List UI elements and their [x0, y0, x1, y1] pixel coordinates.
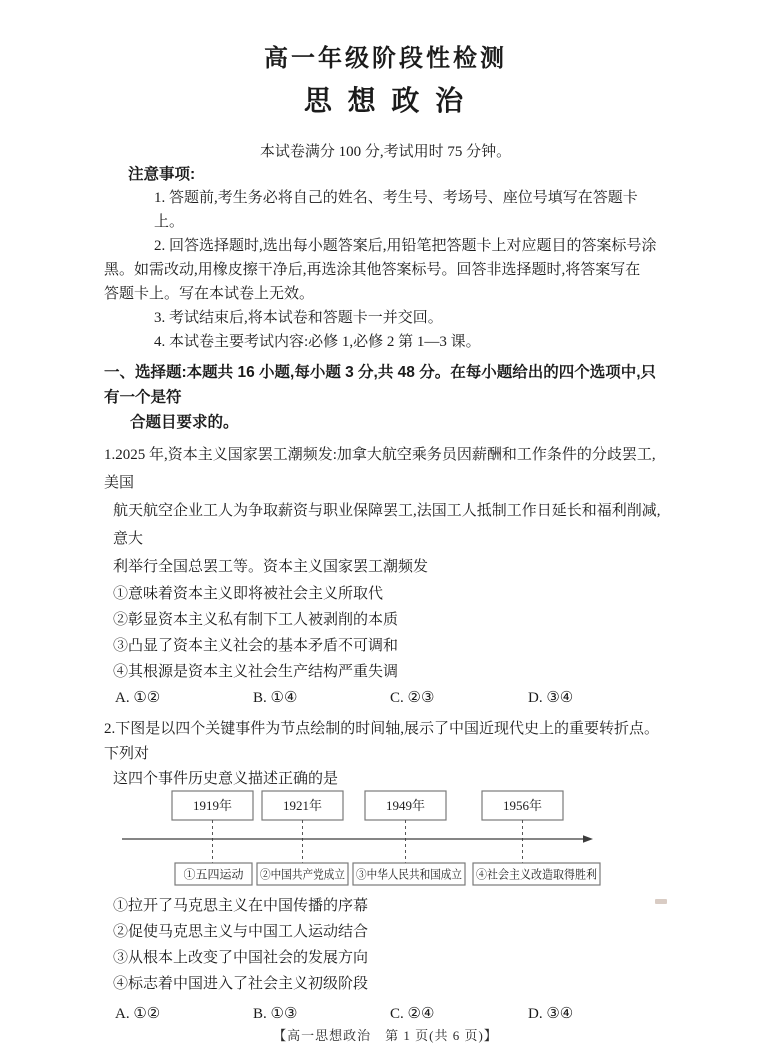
timeline-year-2: 1921年 — [282, 798, 323, 813]
question-1-option-3: ③凸显了资本主义社会的基本矛盾不可调和 — [113, 638, 399, 654]
page-title: 高一年级阶段性检测 — [264, 45, 507, 72]
timeline-year-boxes — [172, 791, 563, 820]
notice-line-1: 1. 答题前,考生务必将自己的姓名、考生号、考场号、座位号填写在答题卡上。 — [154, 190, 638, 230]
timeline-year-1: 1919年 — [192, 798, 233, 813]
question-2-line-1: 2.下图是以四个关键事件为节点绘制的时间轴,展示了中国近现代史上的重要转折点。下列对 — [104, 721, 660, 762]
question-1-line-3: 利举行全国总罢工等。资本主义国家罢工潮频发 — [113, 559, 429, 575]
timeline-event-4: ④社会主义改造取得胜利 — [476, 867, 609, 882]
question-2-option-1: ①拉开了马克思主义在中国传播的序幕 — [113, 898, 369, 914]
question-1-choice-a: A. ①② — [115, 690, 161, 706]
timeline-event-boxes — [175, 863, 609, 885]
question-1-choice-c: C. ②③ — [390, 690, 435, 706]
question-1-option-1: ①意味着资本主义即将被社会主义所取代 — [113, 586, 384, 602]
notice-line-2: 2. 回答选择题时,选出每小题答案后,用铅笔把答题卡上对应题目的答案标号涂 — [154, 238, 657, 254]
section-one-heading — [104, 360, 667, 435]
question-2-choice-d: D. ③④ — [528, 1006, 574, 1022]
page-footer: 【高一思想政治 第 1 页(共 6 页)】 — [273, 1028, 498, 1043]
exam-meta-line: 本试卷满分 100 分,考试用时 75 分钟。 — [259, 144, 512, 160]
section-heading-line-1: 一、选择题:本题共 16 小题,每小题 3 分,共 48 分。在每小题给出的四个选项中,只有一个是符 — [104, 364, 657, 406]
question-1-option-4: ④其根源是资本主义社会生产结构严重失调 — [113, 664, 399, 680]
question-2-choice-c: C. ②④ — [390, 1006, 435, 1022]
question-2-choice-a: A. ①② — [115, 1006, 161, 1022]
timeline-year-4: 1956年 — [502, 798, 543, 813]
question-1-choices — [104, 685, 667, 711]
section-heading-line-2: 合题目要求的。 — [130, 414, 239, 431]
question-2-option-2: ②促使马克思主义与中国工人运动结合 — [113, 924, 369, 940]
timeline-event-2: ②中国共产党成立 — [260, 867, 357, 882]
question-1-line-1: 1.2025 年,资本主义国家罢工潮频发:加拿大航空乘务员因薪酬和工作条件的分歧罢工,美国 — [104, 447, 656, 491]
notice-line-2-cont: 黑。如需改动,用橡皮擦干净后,再选涂其他答案标号。回答非选择题时,将答案写在 — [104, 262, 641, 278]
timeline-year-3: 1949年 — [385, 798, 426, 813]
notice-line-4: 4. 本试卷主要考试内容:必修 1,必修 2 第 1—3 课。 — [154, 334, 481, 350]
question-1-line-2: 航天航空企业工人为争取薪资与职业保障罢工,法国工人抵制工作日延长和福利削减,意大 — [113, 503, 661, 547]
question-1-choice-b: B. ①④ — [253, 690, 298, 706]
scan-artifact — [655, 899, 667, 904]
question-2-options — [104, 893, 667, 997]
timeline-event-1: ①五四运动 — [183, 867, 244, 882]
question-2-option-3: ③从根本上改变了中国社会的发展方向 — [113, 950, 369, 966]
timeline-diagram — [104, 790, 624, 893]
timeline-axis-arrow — [122, 835, 593, 843]
question-1-option-2: ②彰显资本主义私有制下工人被剥削的本质 — [113, 612, 399, 628]
subject-title: 思 想 政 治 — [303, 85, 468, 116]
question-1 — [104, 441, 667, 711]
notice-line-3: 3. 考试结束后,将本试卷和答题卡一并交回。 — [154, 310, 443, 326]
notice-list — [104, 186, 667, 354]
timeline-connectors — [213, 820, 523, 863]
notice-heading: 注意事项: — [128, 166, 196, 183]
question-2-choices — [104, 1001, 667, 1027]
question-2-option-4: ④标志着中国进入了社会主义初级阶段 — [113, 976, 369, 992]
question-1-choice-d: D. ③④ — [528, 690, 574, 706]
timeline-event-3: ③中华人民共和国成立 — [356, 867, 477, 882]
notice-line-2-cont2: 答题卡上。写在本试卷上无效。 — [104, 286, 315, 302]
question-2-choice-b: B. ①③ — [253, 1006, 298, 1022]
question-2-line-2: 这四个事件历史意义描述正确的是 — [113, 771, 339, 787]
question-2 — [104, 717, 667, 1027]
